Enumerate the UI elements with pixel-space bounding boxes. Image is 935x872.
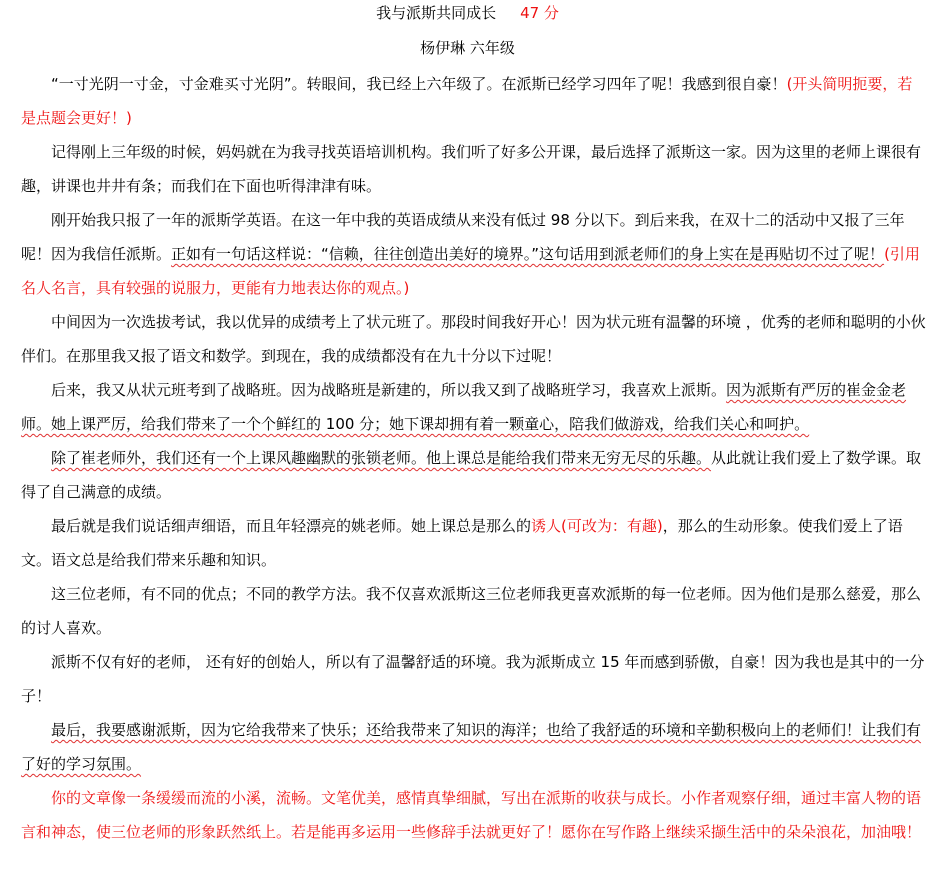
paragraph-3-text: 刚开始我只报了一年的派斯学英语。在这一年中我的英语成绩从来没有低过 98 分以下。到后来我，在双十二的活动中又报了三年呢！因为我信任派斯。 bbox=[21, 211, 905, 263]
paragraph-7-text-b: ，那么的生动形象。使我们爱上了语文。语文总是给我们带来乐趣和知识。 bbox=[21, 517, 903, 569]
paragraph-3 bbox=[21, 203, 926, 305]
paragraph-6-text: 从此就让我们爱上了数学课。取得了自己满意的成绩。 bbox=[21, 449, 922, 501]
paragraph-4 bbox=[21, 305, 926, 373]
paragraph-9-text: 派斯不仅有好的老师， 还有好的创始人，所以有了温馨舒适的环境。我为派斯成立 15 年而感到骄傲，自豪！因为我也是其中的一分子！ bbox=[21, 653, 925, 705]
essay-author: 杨伊琳 六年级 bbox=[420, 39, 515, 57]
paragraph-5 bbox=[21, 373, 926, 441]
paragraph-3-comment: (引用名人名言，具有较强的说服力，更能有力地表达你的观点。) bbox=[21, 245, 920, 297]
paragraph-7 bbox=[21, 509, 926, 577]
essay-body bbox=[21, 67, 926, 849]
paragraph-10-underlined: 最后，我要感谢派斯，因为它给我带来了快乐；还给我带来了知识的海洋；也给了我舒适的环境和辛勤积极向上的老师们！让我们有了好的学习氛围。 bbox=[21, 721, 922, 773]
paragraph-10 bbox=[21, 713, 926, 781]
paragraph-6 bbox=[21, 441, 926, 509]
paragraph-2-text: 记得刚上三年级的时候，妈妈就在为我寻找英语培训机构。我们听了好多公开课，最后选择了派斯这一家。因为这里的老师上课很有趣，讲课也井井有条；而我们在下面也听得津津有味。 bbox=[21, 143, 922, 195]
teacher-review-text: 你的文章像一条缓缓而流的小溪，流畅。文笔优美，感情真挚细腻，写出在派斯的收获与成长。小作者观察仔细，通过丰富人物的语言和神态，使三位老师的形象跃然纸上。若是能再多运用一些修辞手法就更好了！愿你在写作路上继续采撷生活中的朵朵浪花，加油哦！ bbox=[21, 789, 922, 841]
paragraph-5-underlined: 因为派斯有严厉的崔金金老师。她上课严厉，给我们带来了一个个鲜红的 100 分；她下课却拥有着一颗童心，陪我们做游戏，给我们关心和呵护。 bbox=[21, 381, 907, 433]
paragraph-6-underlined: 除了崔老师外，我们还有一个上课风趣幽默的张锁老师。他上课总是能给我们带来无穷无尽的乐趣。 bbox=[51, 449, 712, 467]
paragraph-8 bbox=[21, 577, 926, 645]
paragraph-1-comment: (开头简明扼要，若是点题会更好！) bbox=[21, 75, 913, 127]
paragraph-5-text: 后来，我又从状元班考到了战略班。因为战略班是新建的，所以我又到了战略班学习，我喜欢上派斯。 bbox=[51, 381, 727, 399]
paragraph-9 bbox=[21, 645, 926, 713]
teacher-review bbox=[21, 781, 926, 849]
paragraph-1-text: “一寸光阴一寸金，寸金难买寸光阴”。转眼间，我已经上六年级了。在派斯已经学习四年了呢！我感到很自豪！ bbox=[51, 75, 787, 93]
paragraph-3-quote: 正如有一句话这样说：“信赖，往往创造出美好的境界。”这句话用到派老师们的身上实在是再贴切不过了呢！ bbox=[171, 245, 885, 263]
essay-title: 我与派斯共同成长 bbox=[376, 4, 497, 22]
paragraph-1 bbox=[21, 67, 926, 135]
paragraph-8-text: 这三位老师，有不同的优点；不同的教学方法。我不仅喜欢派斯这三位老师我更喜欢派斯的每一位老师。因为他们是那么慈爱，那么的讨人喜欢。 bbox=[21, 585, 922, 637]
paragraph-2 bbox=[21, 135, 926, 203]
essay-header bbox=[0, 3, 935, 23]
paragraph-4-text: 中间因为一次选拔考试，我以优异的成绩考上了状元班了。那段时间我好开心！因为状元班有温馨的环境 ，优秀的老师和聪明的小伙伴们。在那里我又报了语文和数学。到现在，我的成绩都没有在九十分以下过呢！ bbox=[21, 313, 926, 365]
paragraph-7-text-a: 最后就是我们说话细声细语，而且年轻漂亮的姚老师。她上课总是那么的 bbox=[51, 517, 532, 535]
essay-score: 47 分 bbox=[520, 4, 559, 22]
paragraph-7-highlight: 诱人(可改为：有趣) bbox=[531, 517, 663, 535]
